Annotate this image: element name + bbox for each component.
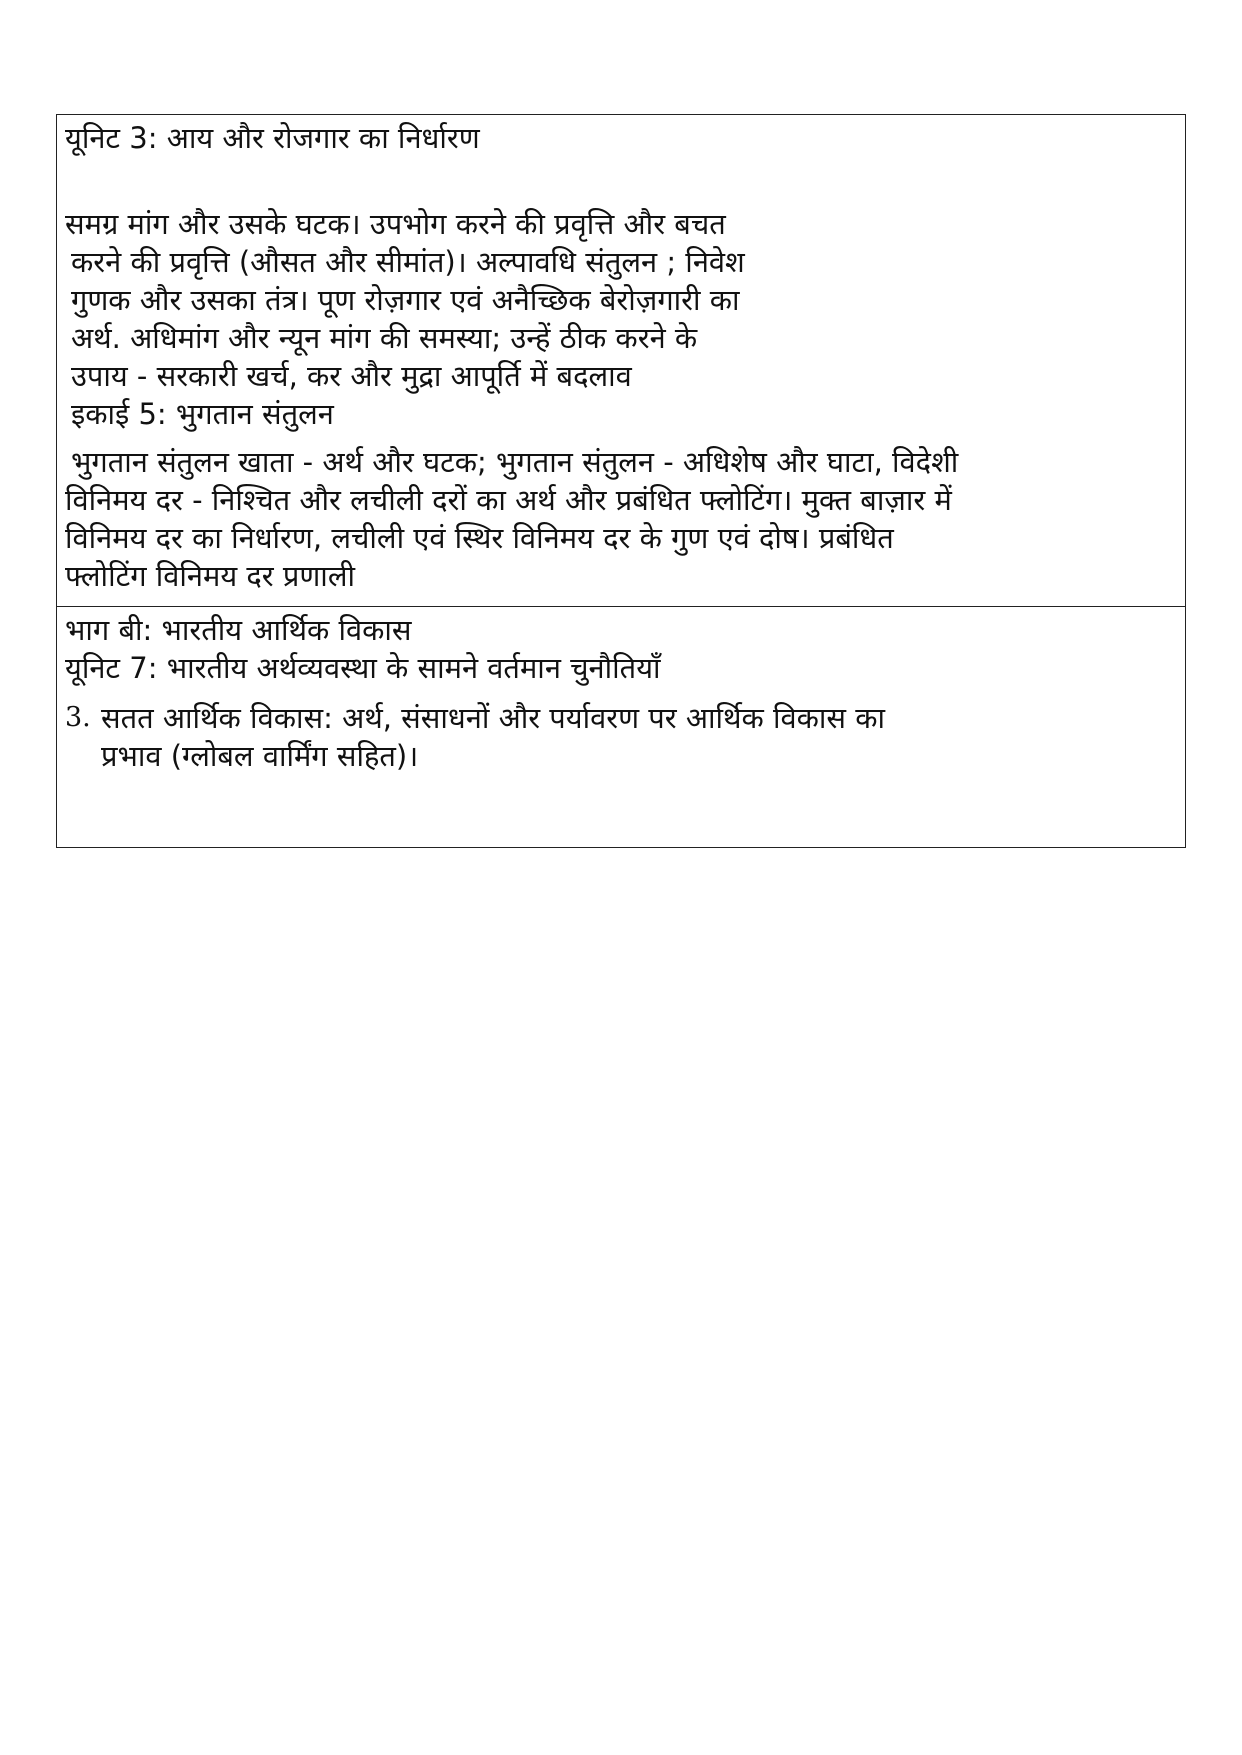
list-item-text — [101, 699, 885, 775]
unit-3-line: अर्थ. अधिमांग और न्यून मांग की समस्या; उन्हें ठीक करने के — [71, 321, 698, 355]
unit-3-line: समग्र मांग और उसके घटक। उपभोग करने की प्रवृत्ति और बचत — [65, 207, 726, 241]
unit-5-line: विनिमय दर का निर्धारण, लचीली एवं स्थिर विनिमय दर के गुण एवं दोष। प्रबंधित — [65, 521, 894, 555]
unit-5-line: विनिमय दर - निश्चित और लचीली दरों का अर्थ और प्रबंधित फ्लोटिंग। मुक्त बाज़ार में — [65, 483, 952, 517]
unit-3-line: उपाय - सरकारी खर्च, कर और मुद्रा आपूर्ति में बदलाव — [71, 359, 632, 393]
part-b-heading: भाग बी: भारतीय आर्थिक विकास — [65, 613, 412, 647]
table-cell-indian-economic-development — [57, 607, 1185, 847]
list-item-number: 3. — [65, 702, 91, 733]
unit-5-heading: इकाई 5: भुगतान संतुलन — [71, 397, 334, 431]
table-cell-macroeconomics — [57, 115, 1185, 607]
list-item-line: सतत आर्थिक विकास: अर्थ, संसाधनों और पर्यावरण पर आर्थिक विकास का — [101, 701, 886, 735]
unit-7-heading: यूनिट 7: भारतीय अर्थव्यवस्था के सामने वर्तमान चुनौतियाँ — [65, 651, 661, 685]
unit-5-line: भुगतान संतुलन खाता - अर्थ और घटक; भुगतान संतुलन - अधिशेष और घाटा, विदेशी — [71, 445, 959, 479]
unit-3-line: गुणक और उसका तंत्र। पूण रोज़गार एवं अनैच्छिक बेरोज़गारी का — [71, 283, 740, 317]
list-item-line: प्रभाव (ग्लोबल वार्मिंग सहित)। — [101, 739, 419, 773]
unit-3-content — [65, 205, 1177, 395]
numbered-list-item — [65, 699, 1177, 775]
unit-3-heading: यूनिट 3: आय और रोजगार का निर्धारण — [65, 121, 480, 155]
unit-5-line: फ्लोटिंग विनिमय दर प्रणाली — [65, 559, 355, 593]
unit-3-line: करने की प्रवृत्ति (औसत और सीमांत)। अल्पावधि संतुलन ; निवेश — [71, 245, 745, 279]
syllabus-table — [56, 114, 1186, 848]
unit-5-content — [65, 443, 1177, 595]
